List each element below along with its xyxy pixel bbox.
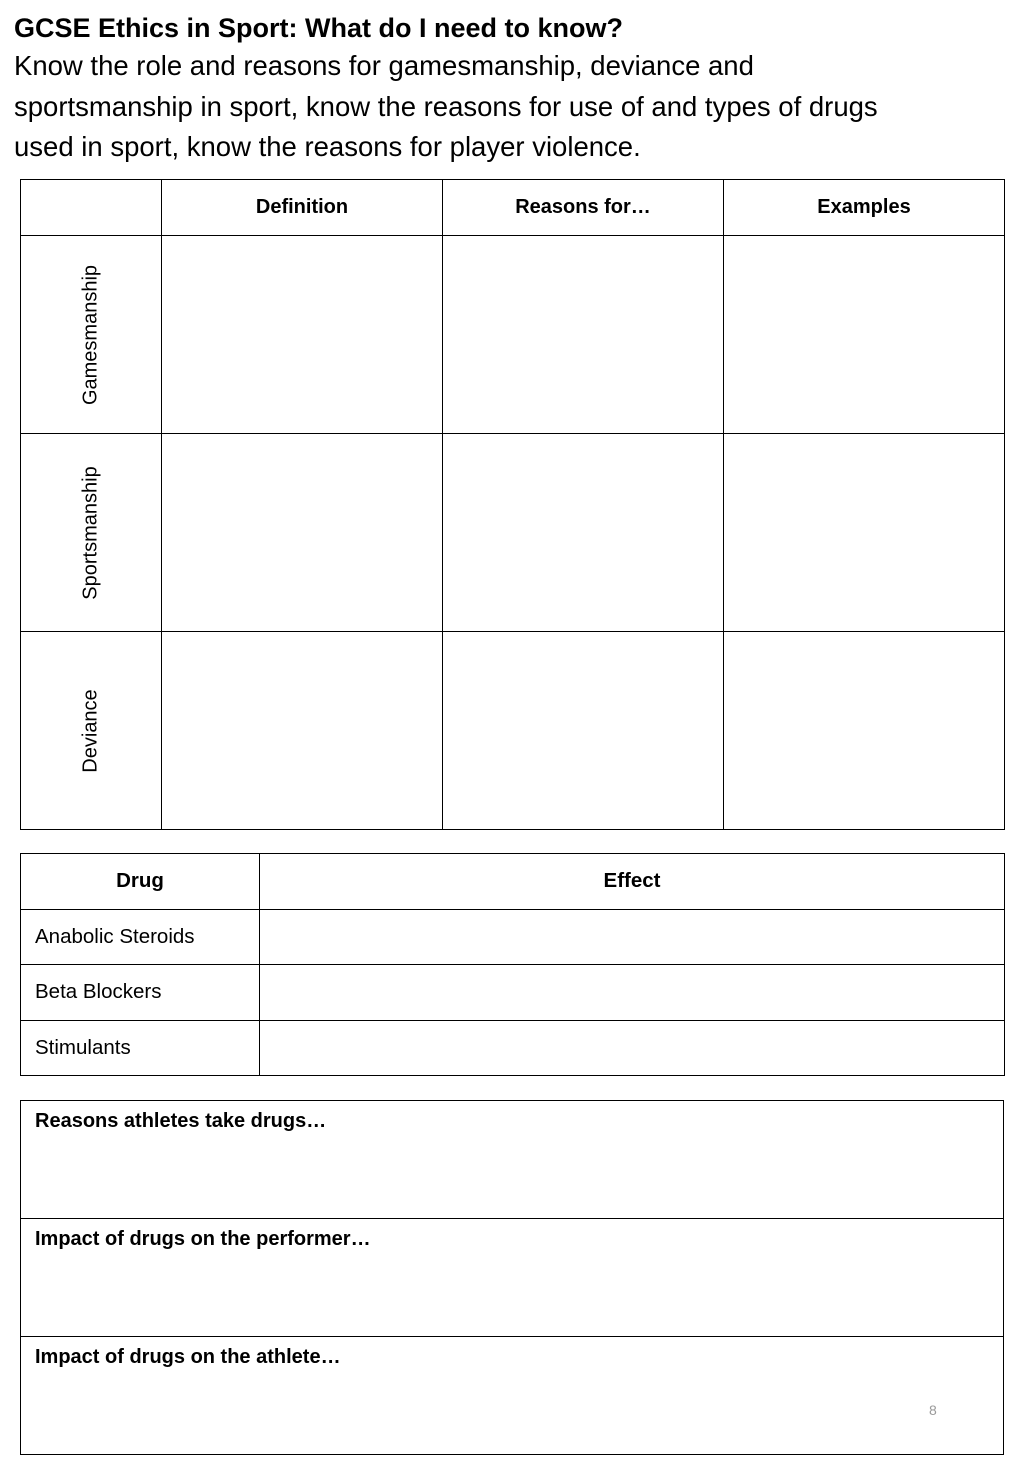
row-label-gamesmanship: Gamesmanship bbox=[79, 264, 102, 405]
intro-line: sportsmanship in sport, know the reasons for use of and types of drugs bbox=[14, 90, 878, 122]
row-label-deviance: Deviance bbox=[79, 688, 102, 773]
column-header-reasons: Reasons for… bbox=[443, 180, 724, 236]
effect-answer-cell[interactable] bbox=[260, 965, 1005, 1021]
answer-cell[interactable] bbox=[162, 434, 443, 632]
page-header bbox=[14, 10, 1014, 168]
ethics-row-sportsmanship bbox=[21, 434, 1005, 632]
answer-cell[interactable] bbox=[724, 434, 1005, 632]
ethics-row-gamesmanship bbox=[21, 236, 1005, 434]
page-title: GCSE Ethics in Sport: What do I need to know? bbox=[14, 13, 624, 43]
column-header-definition: Definition bbox=[162, 180, 443, 236]
answer-cell[interactable] bbox=[443, 632, 724, 830]
drug-name-stimulants: Stimulants bbox=[21, 1020, 260, 1076]
column-header-effect: Effect bbox=[260, 854, 1005, 910]
row-label-sportsmanship: Sportsmanship bbox=[79, 465, 102, 600]
drug-name-anabolic-steroids: Anabolic Steroids bbox=[21, 909, 260, 965]
intro-text bbox=[14, 46, 1014, 168]
answer-cell[interactable] bbox=[443, 434, 724, 632]
notes-box-reasons[interactable] bbox=[21, 1101, 1004, 1219]
drug-row bbox=[21, 909, 1005, 965]
notes-box-impact-athlete[interactable] bbox=[21, 1337, 1004, 1455]
column-header-examples: Examples bbox=[724, 180, 1005, 236]
page-number: 8 bbox=[929, 1402, 937, 1418]
drug-table bbox=[20, 853, 1005, 1076]
notes-row bbox=[21, 1337, 1004, 1455]
notes-prompt-reasons: Reasons athletes take drugs… bbox=[35, 1110, 327, 1132]
ethics-table bbox=[20, 179, 1005, 830]
drug-name-beta-blockers: Beta Blockers bbox=[21, 965, 260, 1021]
row-label-cell bbox=[21, 236, 162, 434]
intro-line: Know the role and reasons for gamesmanship, deviance and bbox=[14, 50, 754, 81]
effect-answer-cell[interactable] bbox=[260, 1020, 1005, 1076]
answer-cell[interactable] bbox=[724, 632, 1005, 830]
notes-row bbox=[21, 1219, 1004, 1337]
notes-row bbox=[21, 1101, 1004, 1219]
answer-cell[interactable] bbox=[443, 236, 724, 434]
answer-cell[interactable] bbox=[162, 632, 443, 830]
drug-row bbox=[21, 1020, 1005, 1076]
notes-prompt-impact-athlete: Impact of drugs on the athlete… bbox=[35, 1346, 341, 1368]
notes-prompt-impact-performer: Impact of drugs on the performer… bbox=[35, 1228, 371, 1250]
row-label-cell bbox=[21, 434, 162, 632]
row-label-cell bbox=[21, 632, 162, 830]
ethics-row-deviance bbox=[21, 632, 1005, 830]
answer-cell[interactable] bbox=[162, 236, 443, 434]
drug-row bbox=[21, 965, 1005, 1021]
ethics-header-row bbox=[21, 180, 1005, 236]
notes-box-impact-performer[interactable] bbox=[21, 1219, 1004, 1337]
column-header-drug: Drug bbox=[21, 854, 260, 910]
drug-header-row bbox=[21, 854, 1005, 910]
effect-answer-cell[interactable] bbox=[260, 909, 1005, 965]
notes-table bbox=[20, 1100, 1004, 1455]
corner-cell bbox=[21, 180, 162, 236]
answer-cell[interactable] bbox=[724, 236, 1005, 434]
intro-line: used in sport, know the reasons for player violence. bbox=[14, 131, 641, 162]
